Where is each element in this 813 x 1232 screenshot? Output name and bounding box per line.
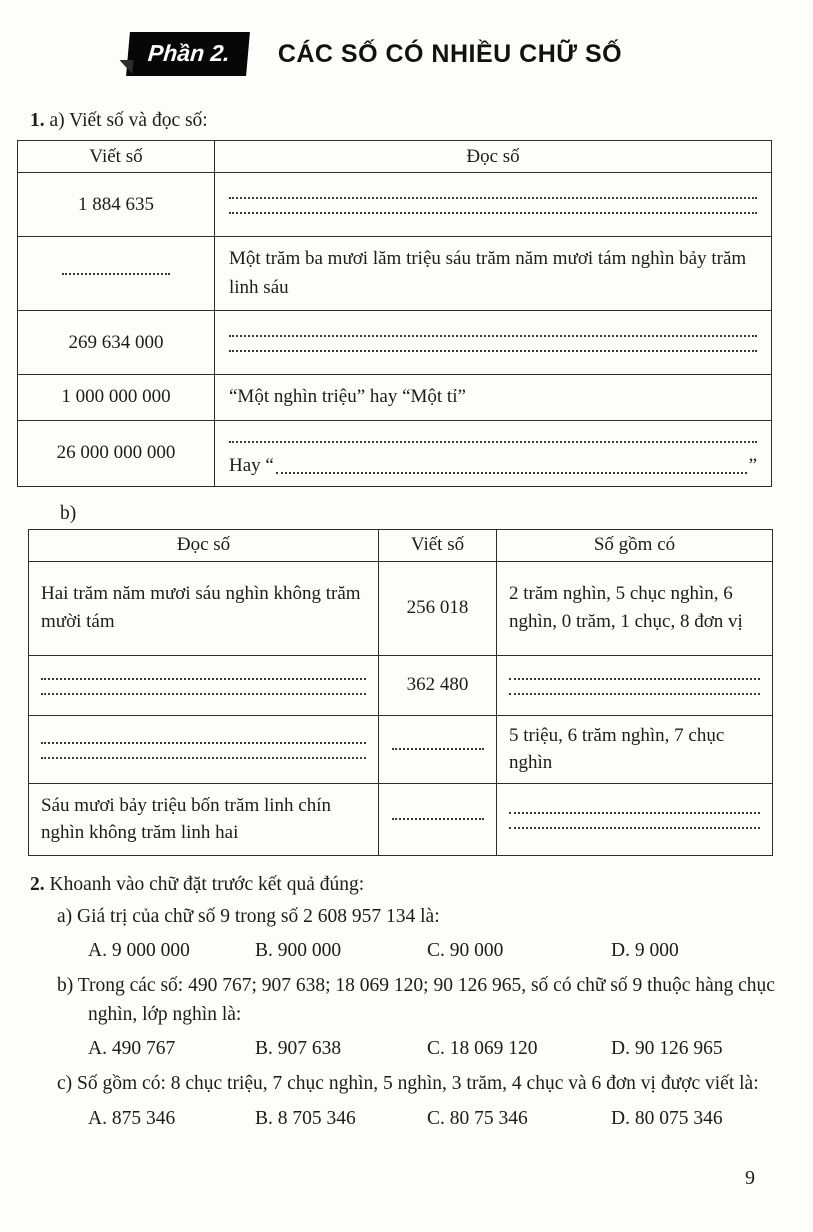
section-badge <box>126 32 250 76</box>
table-row <box>29 783 773 855</box>
dotted-line <box>41 757 366 759</box>
question-c: c) Số gồm có: 8 chục triệu, 7 chục nghìn, 5 nghìn, 3 trăm, 4 chục và 6 đơn vị được viết là: <box>57 1073 759 1095</box>
option-b: B. 900 000 <box>255 939 342 961</box>
table-row <box>18 420 772 486</box>
number-cell: 1 884 635 <box>18 173 215 237</box>
option-b: B. 8 705 346 <box>255 1107 356 1129</box>
reading-cell: Sáu mươi bảy triệu bốn trăm linh chín nghìn không trăm linh hai <box>29 783 379 855</box>
dotted-line <box>392 818 484 820</box>
exercise2-number: 2. <box>30 873 45 895</box>
option-c: C. 90 000 <box>427 939 504 961</box>
answer-cell <box>215 311 772 375</box>
reading-cell: Hai trăm năm mươi sáu nghìn không trăm mười tám <box>29 561 379 655</box>
hay-suffix: ” <box>748 455 757 477</box>
dotted-line <box>41 742 366 744</box>
column-header-doc-so: Đọc số <box>29 529 379 561</box>
dotted-line <box>41 678 366 680</box>
table-row <box>29 715 773 783</box>
table-row <box>29 561 773 655</box>
dotted-line <box>509 827 760 829</box>
table-row <box>18 173 772 237</box>
option-d: D. 9 000 <box>611 939 679 961</box>
exercise2 <box>0 874 813 1130</box>
dotted-line <box>509 678 760 680</box>
composition-cell: 2 trăm nghìn, 5 chục nghìn, 6 nghìn, 0 trăm, 1 chục, 8 đơn vị <box>497 561 773 655</box>
part-b-label: b) <box>60 502 77 524</box>
column-header-so-gom-co: Số gồm có <box>497 529 773 561</box>
column-header-doc-so: Đọc số <box>215 141 772 173</box>
answer-cell <box>215 420 772 486</box>
table-write-read <box>17 140 772 487</box>
composition-cell: 5 triệu, 6 trăm nghìn, 7 chục nghìn <box>497 715 773 783</box>
dotted-line <box>229 197 757 199</box>
table-row <box>29 655 773 715</box>
dotted-line <box>392 748 484 750</box>
column-header-viet-so: Viết số <box>18 141 215 173</box>
dotted-line <box>276 472 747 474</box>
answer-cell <box>379 715 497 783</box>
dotted-line <box>62 273 170 275</box>
column-header-viet-so: Viết số <box>379 529 497 561</box>
answer-cell <box>497 783 773 855</box>
dotted-line <box>229 441 757 443</box>
exercise1-intro-text: a) Viết số và đọc số: <box>49 110 208 131</box>
dotted-line <box>229 350 757 352</box>
options-row-c <box>88 1108 793 1130</box>
option-c: C. 80 75 346 <box>427 1107 528 1129</box>
exercise1-intro <box>30 110 813 132</box>
option-c: C. 18 069 120 <box>427 1038 538 1060</box>
number-cell: 362 480 <box>379 655 497 715</box>
section-badge-label: Phần 2. <box>146 40 232 66</box>
dotted-line <box>509 812 760 814</box>
answer-cell <box>497 655 773 715</box>
number-cell: 26 000 000 000 <box>18 420 215 486</box>
exercise2-intro <box>30 874 813 896</box>
reading-cell: Một trăm ba mươi lăm triệu sáu trăm năm mươi tám nghìn bảy trăm linh sáu <box>215 237 772 311</box>
number-cell: 256 018 <box>379 561 497 655</box>
dotted-line <box>41 693 366 695</box>
answer-cell <box>18 237 215 311</box>
question-b: b) Trong các số: 490 767; 907 638; 18 069 120; 90 126 965, số có chữ số 9 thuộc hàng chục nghìn, lớp nghìn là: <box>57 974 775 1026</box>
option-d: D. 80 075 346 <box>611 1107 723 1129</box>
hay-prefix: Hay “ <box>229 455 274 477</box>
answer-cell <box>379 783 497 855</box>
dotted-line <box>509 693 760 695</box>
hay-line <box>229 455 757 478</box>
option-a: A. 9 000 000 <box>88 939 190 961</box>
table-row <box>18 375 772 421</box>
exercise2-intro-text: Khoanh vào chữ đặt trước kết quả đúng: <box>49 873 365 895</box>
options-row-a <box>88 940 793 962</box>
exercise1-number: 1. <box>30 110 45 131</box>
number-cell: 269 634 000 <box>18 311 215 375</box>
table-read-write-compose <box>28 529 773 856</box>
table-row <box>18 311 772 375</box>
option-a: A. 875 346 <box>88 1107 176 1129</box>
number-cell: 1 000 000 000 <box>18 375 215 421</box>
option-a: A. 490 767 <box>88 1038 176 1060</box>
table-row <box>18 237 772 311</box>
page-title: CÁC SỐ CÓ NHIỀU CHỮ SỐ <box>277 39 623 68</box>
page-number: 9 <box>745 1167 755 1189</box>
reading-cell: “Một nghìn triệu” hay “Một tỉ” <box>215 375 772 421</box>
options-row-b <box>88 1038 793 1060</box>
page-header <box>128 32 813 76</box>
answer-cell <box>29 655 379 715</box>
dotted-line <box>229 335 757 337</box>
answer-cell <box>29 715 379 783</box>
option-d: D. 90 126 965 <box>611 1038 723 1060</box>
dotted-line <box>229 212 757 214</box>
table-header-row <box>29 529 773 561</box>
option-b: B. 907 638 <box>255 1038 342 1060</box>
answer-cell <box>215 173 772 237</box>
question-a: a) Giá trị của chữ số 9 trong số 2 608 957 134 là: <box>57 905 440 927</box>
table-header-row <box>18 141 772 173</box>
